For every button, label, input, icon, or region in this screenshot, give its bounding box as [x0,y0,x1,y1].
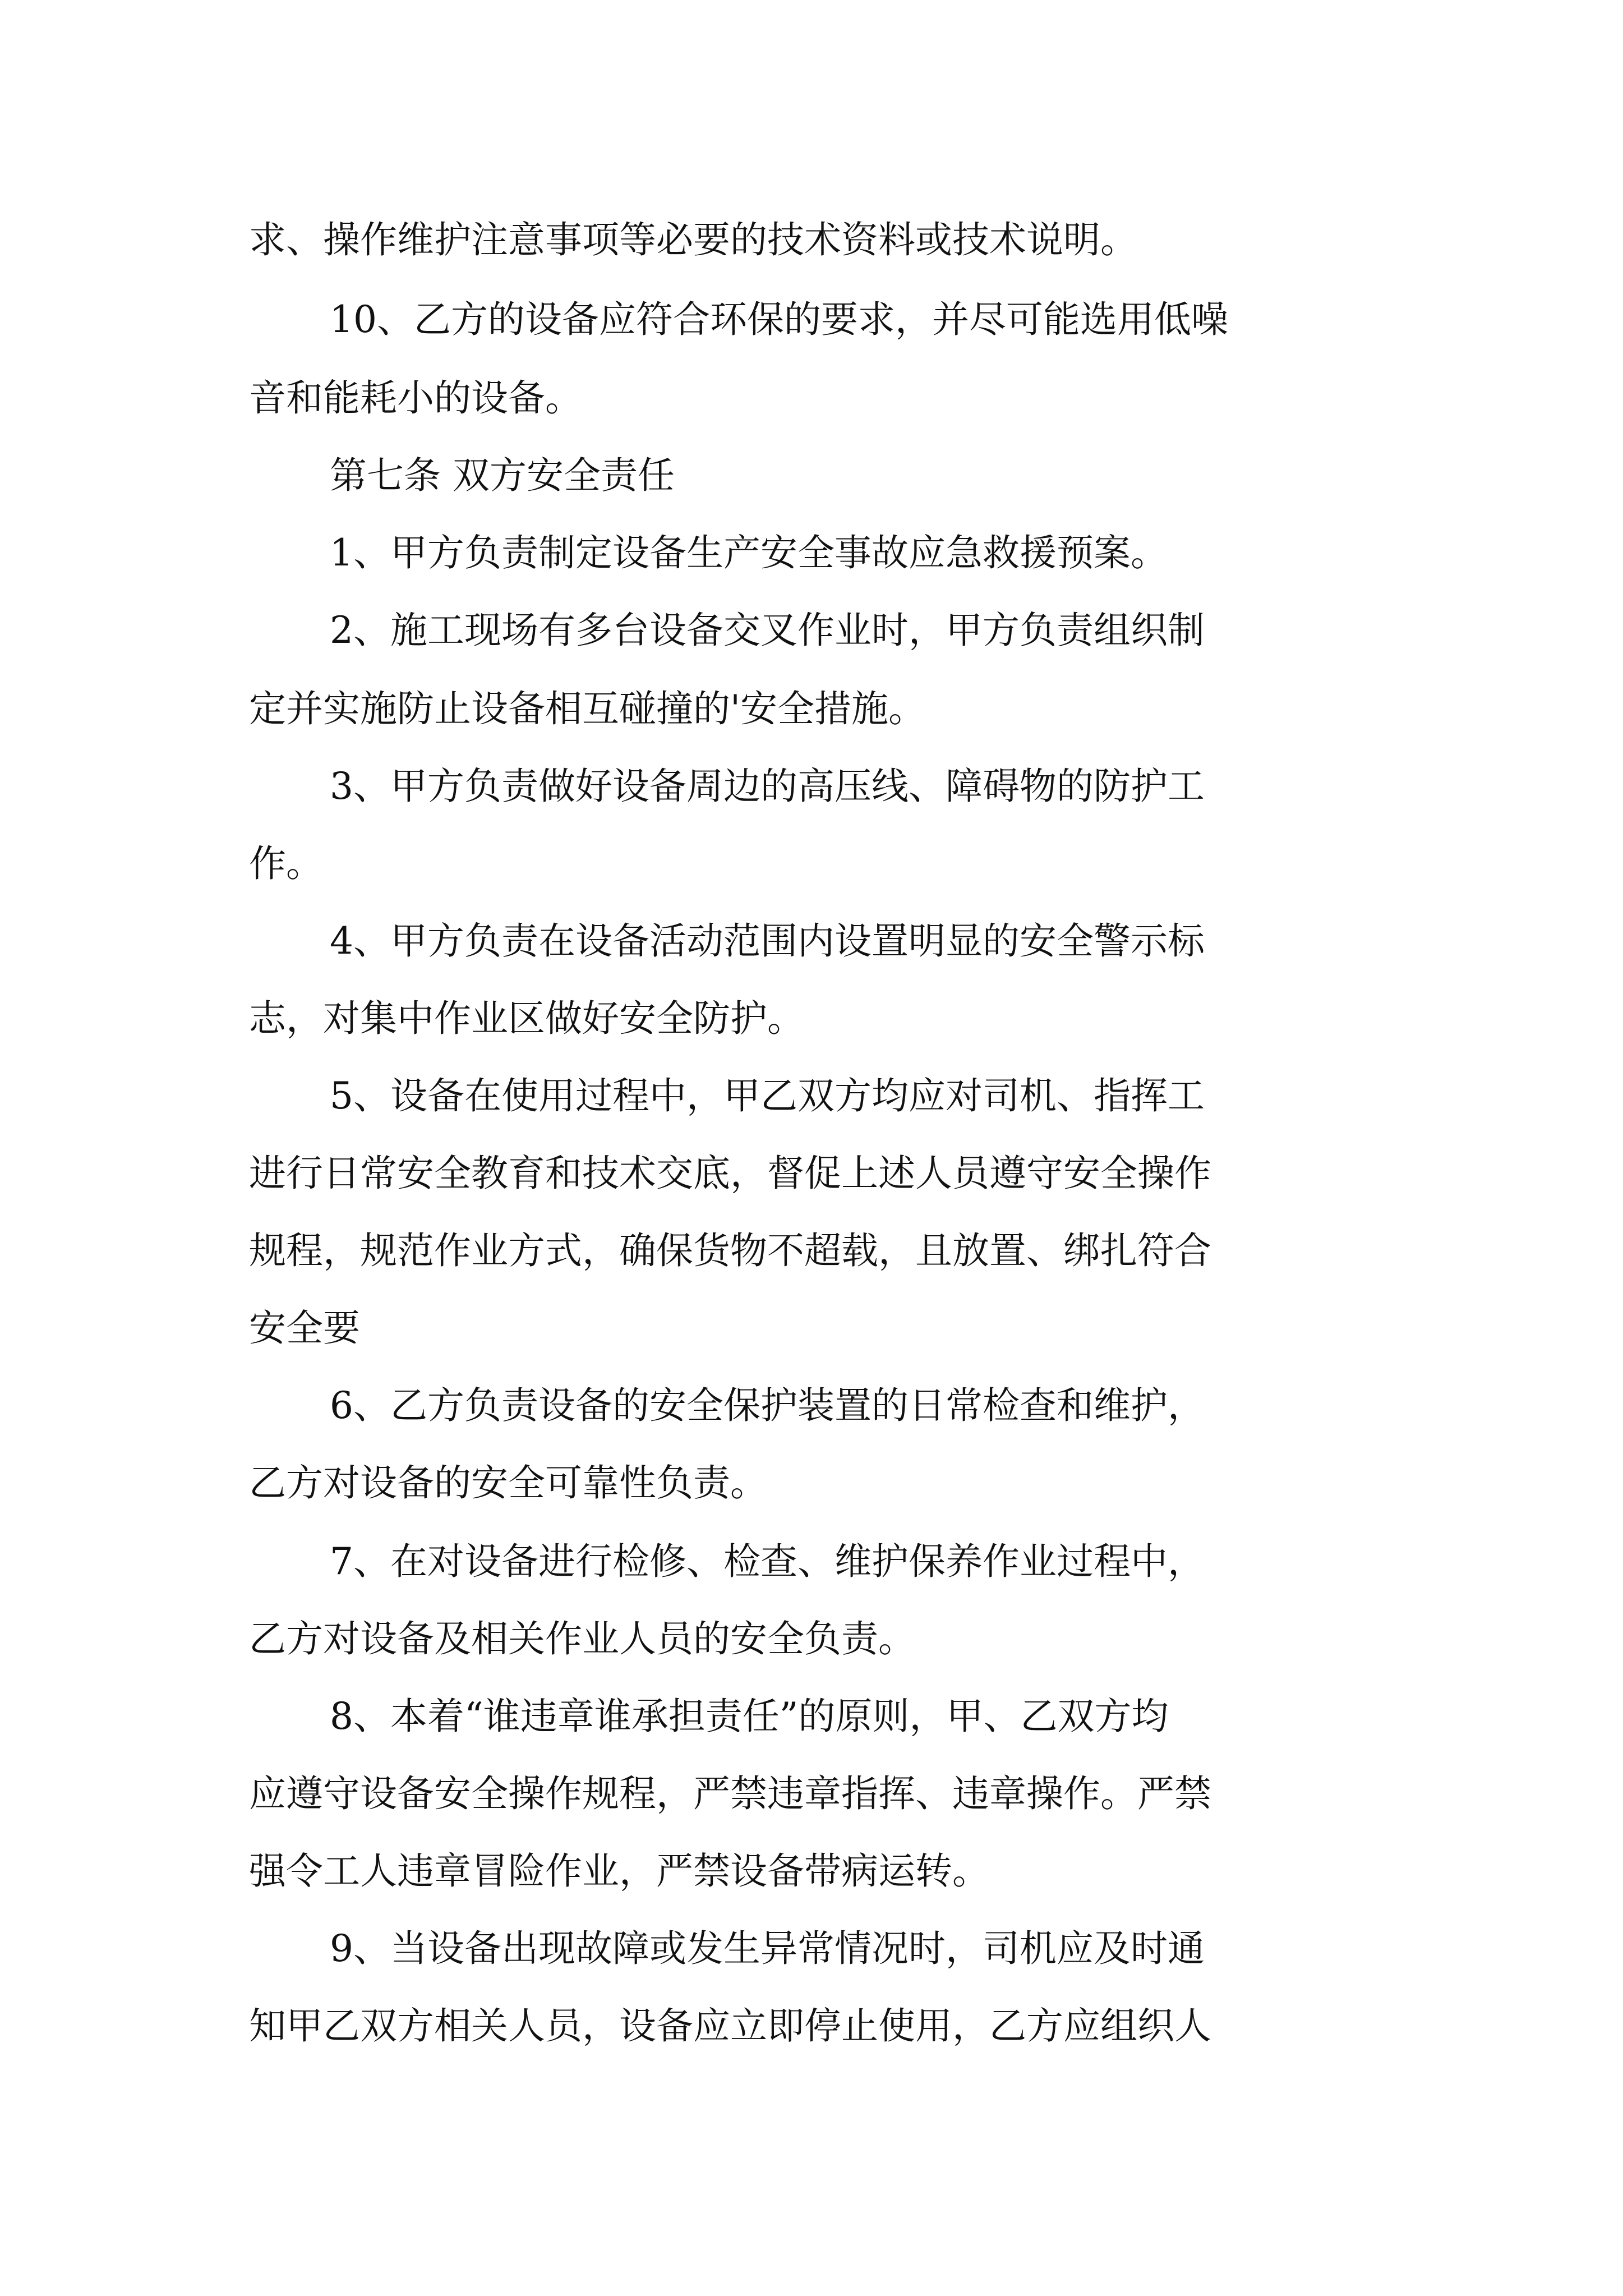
section-heading: 第七条 双方安全责任 [330,454,675,497]
text-line: 8、本着“谁违章谁承担责任”的原则，甲、乙双方均 [330,1695,1169,1738]
text-line: 求、操作维护注意事项等必要的技术资料或技术说明。 [249,218,1137,261]
text-line: 乙方对设备及相关作业人员的安全负责。 [249,1617,915,1660]
text-line: 安全要 [249,1306,360,1350]
text-line: 4、甲方负责在设备活动范围内设置明显的安全警示标 [330,919,1205,963]
text-line: 志，对集中作业区做好安全防护。 [249,997,804,1040]
text-line: 2、施工现场有多台设备交叉作业时，甲方负责组织制 [330,609,1205,652]
text-line: 5、设备在使用过程中，甲乙双方均应对司机、指挥工 [330,1074,1205,1117]
text-line: 强令工人违章冒险作业，严禁设备带病运转。 [249,1849,989,1893]
text-line: 规程，规范作业方式，确保货物不超载，且放置、绑扎符合 [249,1229,1211,1272]
text-line: 进行日常安全教育和技术交底，督促上述人员遵守安全操作 [249,1152,1211,1195]
text-line: 3、甲方负责做好设备周边的高压线、障碍物的防护工 [330,765,1205,808]
text-line: 1、甲方负责制定设备生产安全事故应急救援预案。 [330,531,1168,574]
text-line: 7、在对设备进行检修、检查、维护保养作业过程中， [330,1540,1205,1583]
text-line: 10、乙方的设备应符合环保的要求，并尽可能选用低噪 [330,298,1228,341]
text-line: 作。 [249,842,323,885]
text-line: 乙方对设备的安全可靠性负责。 [249,1461,767,1504]
text-line: 应遵守设备安全操作规程，严禁违章指挥、违章操作。严禁 [249,1772,1211,1815]
text-line: 9、当设备出现故障或发生异常情况时，司机应及时通 [330,1927,1205,1970]
text-line: 知甲乙双方相关人员，设备应立即停止使用，乙方应组织人 [249,2004,1211,2047]
text-line: 6、乙方负责设备的安全保护装置的日常检查和维护， [330,1384,1205,1427]
text-line: 音和能耗小的设备。 [249,376,582,420]
text-line: 定并实施防止设备相互碰撞的'安全措施。 [249,687,926,730]
